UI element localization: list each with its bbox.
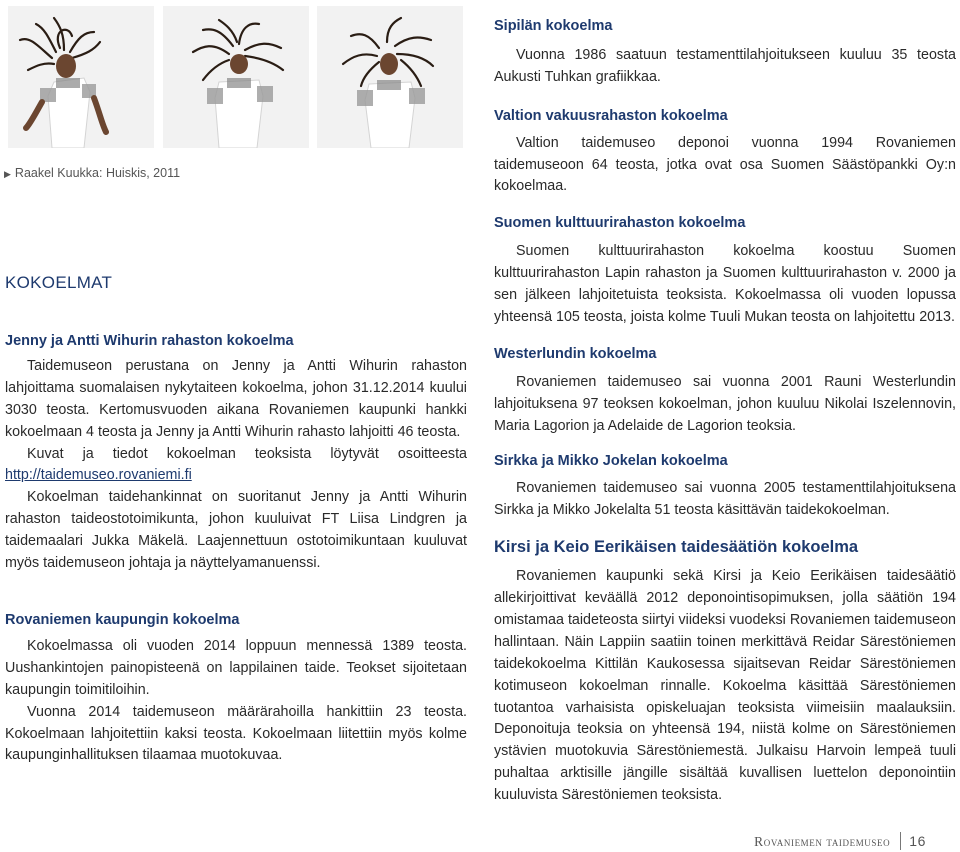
jokela-title: Sirkka ja Mikko Jokelan kokoelma [494,452,728,469]
footer-divider [900,832,901,850]
skr-title: Suomen kulttuurirahaston kokoelma [494,215,746,232]
dancer-image-2 [163,6,309,148]
kaupunki-title: Rovaniemen kaupungin kokoelma [5,611,240,628]
westerlund-title: Westerlundin kokoelma [494,345,657,362]
photo-2 [163,6,309,148]
publication-name: Rovaniemen taidemuseo [754,834,891,849]
wihuri-title: Jenny ja Antti Wihurin rahaston kokoelma [5,333,294,349]
photo-caption [4,166,180,180]
wihuri-link-lead: Kuvat ja tiedot kokoelman teoksista löytyvät osoitteesta [27,445,467,462]
dancer-image-3 [317,6,463,148]
taidemuseo-link[interactable]: http://taidemuseo.rovaniemi.fi [5,467,192,484]
eerikainen-paragraph: Rovaniemen kaupunki sekä Kirsi ja Keio Eerikäisen taidesäätiö allekirjoittivat keväällä 2012 deponointisopimuksen, jolla säätiön 194 omistamaa taideteosta siirtyi viideksi vuodeksi Rovaniemen taidemuseon hallintaan. Näin Lappiin saatiin toinen merkittävä Reidar Särestöniemen taidekokoelma Kittilän Kaukosessa sijaitsevan Reidar Särestöniemen kotimuseon kokoelman rinnalle. Kokoelma käsittää Särestöniemen tuotantoa varhaisista opiskeluajan teoksista viimeisiin maalauksiin. Deponoituja teoksia on yhteensä 194, niistä kolme on Särestöniemen ystävien muotokuvia Särestöniemestä. Julkaisu Harvoin lempeä tuuli puhaltaa arktisille jängille sisältää kuvallisen luettelon deponointiin kuuluvista Särestöniemen teoksista. [494,568,956,804]
page-footer [754,832,926,850]
skr-paragraph: Suomen kulttuurirahaston kokoelma koostuu Suomen kulttuurirahaston Lapin rahaston ja Suomen kulttuurirahaston v. 2000 ja sen jälkeen lahjoitetuista teoksista. Kokoelmassa oli vuoden lopussa yhteensä 105 teosta, joista kolme Tuuli Mukan teosta on lahjoitettu 2013. [494,243,956,325]
jokela-paragraph: Rovaniemen taidemuseo sai vuonna 2005 testamenttilahjoituksena Sirkka ja Mikko Jokelalta 51 teosta käsittävän taidekokoelman. [494,480,956,519]
wihuri-paragraph-1: Taidemuseon perustana on Jenny ja Antti Wihurin rahaston lahjoittama suomalaisen nykytaiteen kokoelma, johon 31.12.2014 kuului 3030 teosta. Kertomusvuoden aikana Rovaniemen kaupunki hankki kokoelmaan 4 teosta ja Jenny ja Antti Wihurin rahasto lahjoitti 46 teosta. [5,357,467,440]
wihuri-paragraph-2 [5,444,467,488]
right-column [494,16,956,807]
photo-caption-text: Raakel Kuukka: Huiskis, 2011 [14,166,181,180]
valtio-title: Valtion vakuusrahaston kokoelma [494,107,728,124]
westerlund-paragraph: Rovaniemen taidemuseo sai vuonna 2001 Rauni Westerlundin lahjoituksena 97 teoksen kokoelman, johon kuuluu Nikolai Iszelennovin, Maria Lagorion ja Adelaide de Lagorion teoksia. [494,373,956,434]
sipila-title: Sipilän kokoelma [494,18,613,34]
valtio-paragraph: Valtion taidemuseo deponoi vuonna 1994 Rovaniemen taidemuseoon 64 teosta, jotka ovat osa Suomen Säästöpankki Oy:n kokoelmaa. [494,134,956,195]
left-column [5,331,467,767]
photo-3 [317,6,463,148]
eerikainen-title: Kirsi ja Keio Eerikäisen taidesäätiön kokoelma [494,538,859,557]
section-title: KOKOELMAT [5,273,113,292]
sipila-paragraph: Vuonna 1986 saatuun testamenttilahjoitukseen kuuluu 35 teosta Aukusti Tuhkan grafiikkaa. [494,46,956,85]
caption-arrow-icon: ▶ [4,169,11,179]
wihuri-paragraph-3: Kokoelman taidehankinnat on suoritanut Jenny ja Antti Wihurin rahaston taideostotoimikunta, johon kuuluivat FT Liisa Lindgren ja taidemaalari Jukka Mäkelä. Laajennettuun ostotoimikuntaan kuuluvat myös taidemuseon johtaja ja näyttelyamanuenssi. [5,489,467,572]
kaupunki-paragraph-2: Vuonna 2014 taidemuseon määrärahoilla hankittiin 23 teosta. Kokoelmaan lahjoitettiin kaksi teosta. Kokoelmaan liitettiin myös kolme kaupunginhallituksen tilaamaa muotokuvaa. [5,703,467,764]
photo-1 [8,6,154,148]
dancer-image-1 [8,6,154,148]
page-number: 16 [909,833,926,849]
kaupunki-paragraph-1: Kokoelmassa oli vuoden 2014 loppuun mennessä 1389 teosta. Uushankintojen painopisteenä on lappilainen taide. Teokset sijoitetaan kaupungin toimitiloihin. [5,637,467,698]
